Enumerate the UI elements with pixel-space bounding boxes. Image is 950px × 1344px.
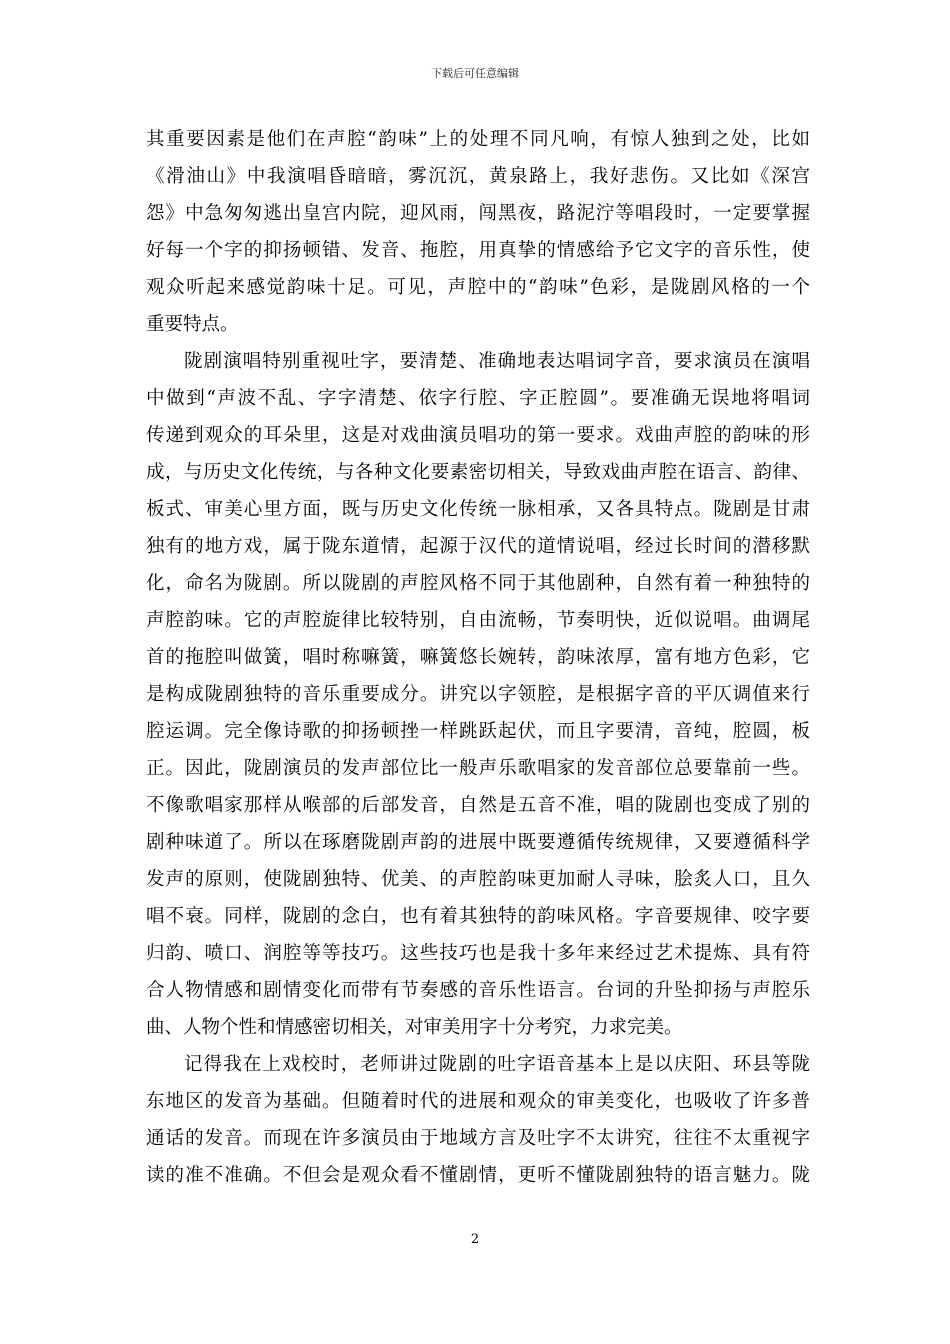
text-line: 观众听起来感觉韵味十足。可见，声腔中的“韵味”色彩，是陇剧风格的一个 [146,277,810,298]
text-line: 《滑油山》中我演唱昏暗暗，雾沉沉，黄泉路上，我好悲伤。又比如《深宫 [146,166,810,187]
text-line: 通话的发音。而现在许多演员由于地域方言及吐字不太讲究，往往不太重视字 [146,1128,810,1149]
text-line: 声腔韵味。它的声腔旋律比较特别，自由流畅，节奏明快，近似说唱。曲调尾 [146,610,810,631]
text-line: 腔运调。完全像诗歌的抑扬顿挫一样跳跃起伏，而且字要清，音纯，腔圆，板 [146,721,810,742]
text-line: 合人物情感和剧情变化而带有节奏感的音乐性语言。台词的升坠抑扬与声腔乐 [146,980,810,1001]
text-line: 是构成陇剧独特的音乐重要成分。讲究以字领腔，是根据字音的平仄调值来行 [146,684,810,705]
text-line: 记得我在上戏校时，老师讲过陇剧的吐字语音基本上是以庆阳、环县等陇 [184,1054,810,1075]
text-line: 正。因此，陇剧演员的发声部位比一般声乐歌唱家的发音部位总要靠前一些。 [146,758,810,779]
text-line: 不像歌唱家那样从喉部的后部发音，自然是五音不准，唱的陇剧也变成了别的 [146,795,810,816]
text-line: 曲、人物个性和情感密切相关，对审美用字十分考究，力求完美。 [146,1017,683,1038]
text-line: 东地区的发音为基础。但随着时代的进展和观众的审美变化，也吸收了许多普 [146,1091,810,1112]
paragraph [146,343,810,1046]
page-header: 下载后可任意编辑 [431,67,519,80]
text-line: 重要特点。 [146,314,239,335]
text-line: 化，命名为陇剧。所以陇剧的声腔风格不同于其他剧种，自然有着一种独特的 [146,573,810,594]
paragraph [146,1046,810,1194]
text-line: 怨》中急匆匆逃出皇宫内院，迎风雨，闯黑夜，路泥泞等唱段时，一定要掌握 [146,203,810,224]
text-line: 归韵、喷口、润腔等等技巧。这些技巧也是我十多年来经过艺术提炼、具有符 [146,943,810,964]
text-line: 好每一个字的抑扬顿错、发音、拖腔，用真挚的情感给予它文字的音乐性，使 [146,240,810,261]
text-line: 首的拖腔叫做簧，唱时称嘛簧，嘛簧悠长婉转，韵味浓厚，富有地方色彩，它 [146,647,810,668]
body-text [146,121,810,1194]
text-line: 传递到观众的耳朵里，这是对戏曲演员唱功的第一要求。戏曲声腔的韵味的形 [146,425,810,446]
text-line: 板式、审美心里方面，既与历史文化传统一脉相承，又各具特点。陇剧是甘肃 [146,499,810,520]
text-line: 唱不衰。同样，陇剧的念白，也有着其独特的韵味风格。字音要规律、咬字要 [146,906,810,927]
text-line: 读的准不准确。不但会是观众看不懂剧情，更听不懂陇剧独特的语言魅力。陇 [146,1165,810,1186]
text-line: 剧种味道了。所以在琢磨陇剧声韵的进展中既要遵循传统规律，又要遵循科学 [146,832,810,853]
text-line: 发声的原则，使陇剧独特、优美、的声腔韵味更加耐人寻味，脍炙人口，且久 [146,869,810,890]
text-line: 其重要因素是他们在声腔“韵味”上的处理不同凡响，有惊人独到之处，比如 [146,129,810,150]
text-line: 中做到“声波不乱、字字清楚、依字行腔、字正腔圆”。要准确无误地将唱词 [146,388,810,409]
page-number: 2 [470,1232,480,1247]
text-line: 成，与历史文化传统，与各种文化要素密切相关，导致戏曲声腔在语言、韵律、 [146,462,810,483]
text-line: 陇剧演唱特别重视吐字，要清楚、准确地表达唱词字音，要求演员在演唱 [184,351,810,372]
paragraph [146,121,810,343]
text-line: 独有的地方戏，属于陇东道情，起源于汉代的道情说唱，经过长时间的潜移默 [146,536,810,557]
